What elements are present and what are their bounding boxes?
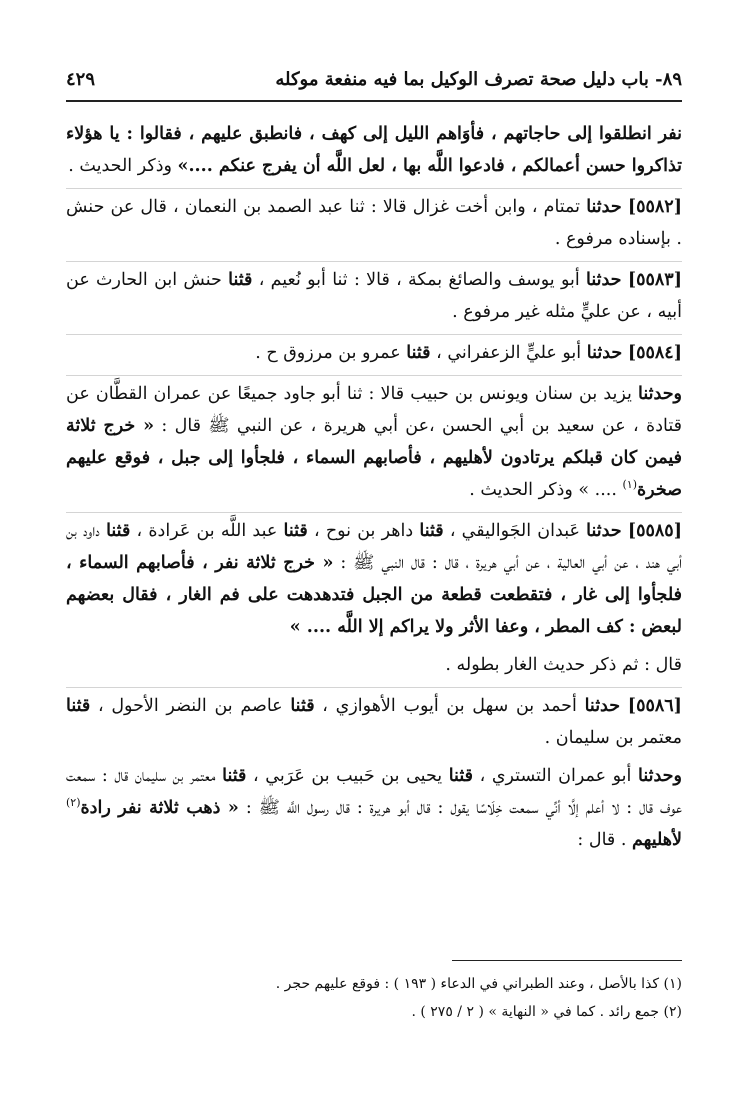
paragraph-5584: [66, 334, 682, 369]
narration-text: قال : ثم ذكر حديث الغار بطوله .: [445, 655, 682, 675]
paragraph-5585: [66, 512, 682, 643]
narration-lead: قثنا: [290, 696, 315, 716]
header-rule: [66, 100, 682, 102]
footnote-ref: (١): [622, 478, 638, 492]
narration-text: يحيى بن حَبيب بن عَرَبي ،: [253, 766, 443, 786]
narration-lead: حدثنا: [584, 696, 621, 716]
narration-lead: حدثنا: [586, 197, 622, 217]
paragraph-5582: [66, 188, 682, 255]
narration-text: عَبدان الجَواليقي ،: [449, 521, 580, 541]
footnotes: [66, 970, 682, 1026]
narration-lead: قثنا: [106, 521, 131, 541]
narration-lead: قثنا: [222, 766, 247, 786]
paragraph-5584-continued: [66, 375, 682, 506]
narration-lead: وحدثنا: [638, 766, 682, 786]
footnote-ref: (٢): [66, 796, 81, 810]
narration-lead: قثنا: [419, 521, 444, 541]
narration-lead: حدثنا: [586, 343, 623, 363]
hadith-number: [٥٥٨٥]: [627, 521, 682, 541]
hadith-number: [٥٥٨٣]: [627, 270, 682, 290]
main-text: [66, 118, 682, 856]
narration-text: حنش ابن الحارث عن أبيه ، عن عليٍّ مثله غير مرفوع .: [66, 270, 682, 322]
hadith-text: لأهليهم: [632, 830, 682, 850]
paragraph-continuation: [66, 118, 682, 182]
hadith-text: « خرج ثلاثة فيمن كان قبلكم يرتادون لأهليهم ، فأصابهم السماء ، فلجأوا إلى جبل ، فوقع عليهم صخرة: [66, 416, 682, 500]
narration-lead: قثنا: [406, 343, 431, 363]
narration-text: داود بن أبي هند ، عن أبي العالية ، عن أبي هريرة ، قال : قال النبي ﷺ :: [66, 521, 682, 573]
narration-text: معتمر بن سليمان .: [544, 728, 682, 748]
narration-text: يزيد بن سنان ويونس بن حبيب قالا : ثنا أبو جاود جميعًا عن عمران القطَّان عن قتادة ، عن سعيد بن أبي الحسن ،عن أبي هريرة ، عن النبي ﷺ قال :: [66, 384, 682, 436]
narration-lead: قثنا: [66, 696, 91, 716]
narration-text: عمرو بن مرزوق ح .: [255, 343, 401, 363]
narration-text: تمتام ، وابن أخت غزال قالا : ثنا عبد الصمد بن النعمان ، قال عن حنش . بإسناده مرفوع .: [66, 197, 682, 249]
hadith-text: نفر انطلقوا إلى حاجاتهم ، فأوَاهم الليل إلى كهف ، فانطبق عليهم ، فقالوا : يا هؤلاء تذاكروا حسن أعمالكم ، فادعوا اللَّه بها ، لعل اللَّه أن يفرج عنكم ....»: [66, 124, 682, 176]
narration-text: داهر بن نوح ،: [314, 521, 414, 541]
hadith-text: « ذهب ثلاثة نفر رادة: [80, 798, 239, 818]
hadith-number: [٥٥٨٢]: [627, 197, 682, 217]
narration-lead: قثنا: [283, 521, 308, 541]
paragraph-5583: [66, 261, 682, 328]
narration-text: عاصم بن النضر الأحول ،: [97, 696, 283, 716]
narration-lead: وحدثنا: [638, 384, 682, 404]
narration-lead: حدثنا: [586, 521, 622, 541]
footnote-2: (٢) جمع رائد . كما في « النهاية » ( ٢ / ٢٧٥ ) .: [411, 1004, 682, 1020]
narration-text: أبو عليٍّ الزعفراني ،: [436, 343, 582, 363]
footnote-rule: [452, 960, 682, 961]
narration-lead: قثنا: [448, 766, 473, 786]
hadith-number: [٥٥٨٤]: [627, 343, 682, 363]
hadith-number: [٥٥٨٦]: [627, 696, 682, 716]
narration-lead: حدثنا: [586, 270, 622, 290]
footnote-1: (١) كذا بالأصل ، وعند الطبراني في الدعاء ( ١٩٣ ) : فوقع عليهم حجر .: [275, 976, 682, 992]
running-header: [66, 62, 682, 96]
narration-text: . قال :: [577, 830, 627, 850]
paragraph-note: [66, 649, 682, 681]
narration-text: أحمد بن سهل بن أيوب الأهوازي ،: [322, 696, 577, 716]
narration-text: أبو يوسف والصائغ بمكة ، قالا : ثنا أبو نُعيم ،: [258, 270, 580, 290]
hadith-text: « خرج ثلاثة نفر ، فأصابهم السماء ، فلجأوا إلى غار ، فتقطعت قطعة من الجبل فتدهدهت على فم الغار ، فقال بعضهم لبعض : كف المطر ، وعفا الأثر ولا يراكم إلا اللَّه .... »: [66, 553, 682, 637]
paragraph-5586: [66, 687, 682, 754]
chapter-title: ٨٩- باب دليل صحة تصرف الوكيل بما فيه منفعة موكله: [275, 68, 682, 90]
narration-text: عبد اللَّه بن عَرادة ،: [136, 521, 278, 541]
narration-lead: قثنا: [228, 270, 253, 290]
narration-text: أبو عمران التستري ،: [479, 766, 632, 786]
page-number: ٤٢٩: [66, 68, 96, 90]
narration-text: معتمر بن سليمان قال : سمعت عوف قال : لا أعلم إلَّا أنِّي سمعت خِلَاسًا يقول : قال أبو هريرة : قال رسول اللَّه ﷺ :: [66, 766, 682, 818]
paragraph-5586-continued: [66, 760, 682, 856]
narration-text: وذكر الحديث .: [68, 156, 172, 176]
narration-text: .... » وذكر الحديث .: [469, 480, 617, 500]
